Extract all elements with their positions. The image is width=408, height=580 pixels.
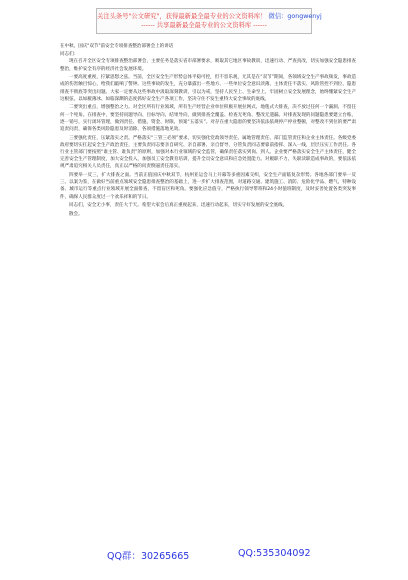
footer-qq-group: QQ群：30265665 [107,551,190,562]
salutation: 同志们： [60,52,79,58]
footer-qq: QQ:535304092 [238,548,311,559]
banner-promo-text: 关注头条号"公文研究"，获得最新最全最专业的公文资料库！ [97,13,267,20]
paragraph-intro: 现在召开全区安全专项排查整治部署会，主要任务是落实省市部署要求，吸取其它地区事故教训，迅速行动、严查真改，切实加强安全隐患排查整治，维护安全有序的经济社会发展环境。 [60,59,356,72]
banner-wechat-id: 微信：gongwenyj [268,13,322,20]
paragraph-point-2: 二要突出重点，增强整治之力。对全区所有行业领域、所有生产经营企业单位积极开展拉网式、地毯式大排查，决不放过任何一个漏洞、不留任何一个死角。在排查中，要坚持问题导向、目标导向、结果导向，做到排查全覆盖、检查无死角、整改无遗漏。对排查发现的问题隐患要建立台账、逐一销号，实行闭环管理，做到责任、措施、资金、时限、预案“五落实”。对存在重大隐患的要坚决依法依规停产停业整顿，对整改不到位的要严肃追责问责，确保各类风险隐患及时消除、各项措施落地见效。 [60,105,356,133]
banner-line-2: ------ 共享最新最全最专业的公文资料库 ------ [141,22,267,29]
promo-banner [96,8,322,34]
paragraph-dismissal: 散会。 [69,211,83,217]
banner-line-1 [97,12,322,21]
paragraph-point-4: 四要举一反三，扩大排查之面。当前正值国庆中秋双节，杭州亚运会马上开幕等多重因素交织，安全生产面临复杂形势。各地各部门要举一反三、以案为鉴，在做好当前重点领域安全隐患排查整治的基础上，进一步扩大排查范围，对道路交通、建筑施工、消防、危险化学品、燃气、特种设备、城市运行等重点行业领域开展全面排查，不留盲区和死角。要强化应急值守，严格执行领导带班和24小时值班制度，及时妥善处置各类突发事件，确保人民群众度过一个欢乐祥和的节日。 [60,173,356,200]
paragraph-closing: 同志们，安全无小事，责任大于天。希望大家会后真正重视起来，迅速行动起来，切实守好发展的安全底线。 [69,203,288,209]
speech-document [60,43,356,218]
paragraph-point-3: 三要强化责任，压紧落实之责。严格落实“三管三必须”要求，切实强化党政领导责任、属地管理责任、部门监管责任和企业主体责任。各级党委政府要切实扛起安全生产政治责任，主要负责同志要亲自研究、亲自部署、亲自督导，分管负责同志要靠前指挥、深入一线，层层压实工作责任。各行业主管部门要按照“谁主管、谁负责”的原则，加强对本行业领域的安全监管，确保责任落实到岗、到人。企业要严格落实安全生产主体责任，健全完善安全生产管理制度，加大安全投入，加强员工安全教育培训，提升全员安全意识和应急处置能力。对履职不力、失职渎职造成事故的，要依法依规严肃追究相关人员责任，真正以严格的问责倒逼责任落实。 [60,135,356,170]
paragraph-point-1: 一要高度重视，拧紧思想之弦。当前，全区安全生产形势总体平稳可控，但不容乐观，尤其是在“双节”期间，各领域安全生产事故频发，事故造成的伤害触目惊心，给我们敲响了警钟。这些事故的发生，充分暴露出一些地方、一些单位安全意识淡薄、主体责任不落实、风险管控不到位、隐患排查不彻底等突出问题。大家一定要从这些事故中汲取深刻教训，引以为戒，坚持人民至上、生命至上，牢固树立安全发展理念，始终绷紧安全生产这根弦，以如履薄冰、如临深渊的态度抓好安全生产各项工作，坚决守住不发生重特大安全事故的底线。 [60,75,356,102]
document-title: 在中秋、国庆"双节"前安全专项排查整治部署会上的讲话 [60,44,174,49]
contact-footer [0,548,408,562]
